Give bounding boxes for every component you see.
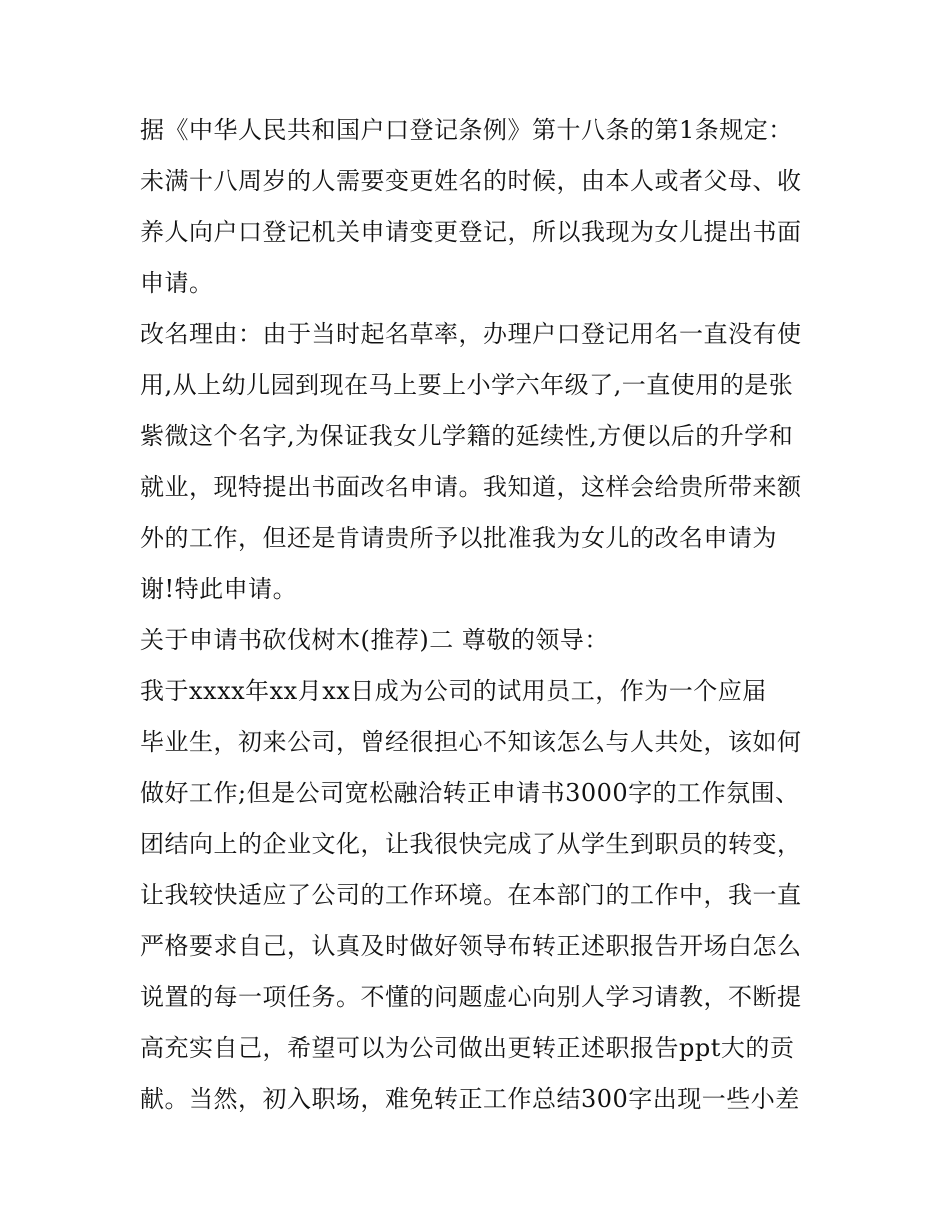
text-line: 用,从上幼儿园到现在马上要上小学六年级了,一直使用的是张 xyxy=(140,371,794,399)
text-line: 申请。 xyxy=(140,269,214,297)
text-line: 毕业生，初来公司，曾经很担心不知该怎么与人共处，该如何 xyxy=(140,728,802,756)
document-body xyxy=(140,105,830,1125)
text-line: 高充实自己，希望可以为公司做出更转正述职报告ppt大的贡 xyxy=(140,1034,795,1062)
text-line: 据《中华人民共和国户口登记条例》第十八条的第1条规定： xyxy=(140,116,793,144)
text-line: 做好工作;但是公司宽松融洽转正申请书3000字的工作氛围、 xyxy=(140,779,800,807)
text-line: 外的工作，但还是肯请贵所予以批准我为女儿的改名申请为 xyxy=(140,524,777,552)
text-line: 就业，现特提出书面改名申请。我知道，这样会给贵所带来额 xyxy=(140,473,802,501)
text-line: 让我较快适应了公司的工作环境。在本部门的工作中，我一直 xyxy=(140,881,802,909)
text-line: 改名理由：由于当时起名草率，办理户口登记用名一直没有使 xyxy=(140,320,802,348)
text-line: 谢!特此申请。 xyxy=(140,575,298,603)
text-line: 说置的每一项任务。不懂的问题虚心向别人学习请教，不断提 xyxy=(140,983,802,1011)
text-line: 团结向上的企业文化，让我很快完成了从学生到职员的转变， xyxy=(140,830,802,858)
text-line: 我于xxxx年xx月xx日成为公司的试用员工，作为一个应届 xyxy=(140,677,767,705)
text-line: 未满十八周岁的人需要变更姓名的时候，由本人或者父母、收 xyxy=(140,167,802,195)
text-line: 养人向户口登记机关申请变更登记，所以我现为女儿提出书面 xyxy=(140,218,802,246)
text-line: 紫微这个名字,为保证我女儿学籍的延续性,方便以后的升学和 xyxy=(140,422,794,450)
text-line: 献。当然，初入职场，难免转正工作总结300字出现一些小差 xyxy=(140,1085,800,1113)
section-heading-line: 关于申请书砍伐树木(推荐)二 尊敬的领导： xyxy=(140,626,609,654)
text-line: 严格要求自己，认真及时做好领导布转正述职报告开场白怎么 xyxy=(140,932,802,960)
